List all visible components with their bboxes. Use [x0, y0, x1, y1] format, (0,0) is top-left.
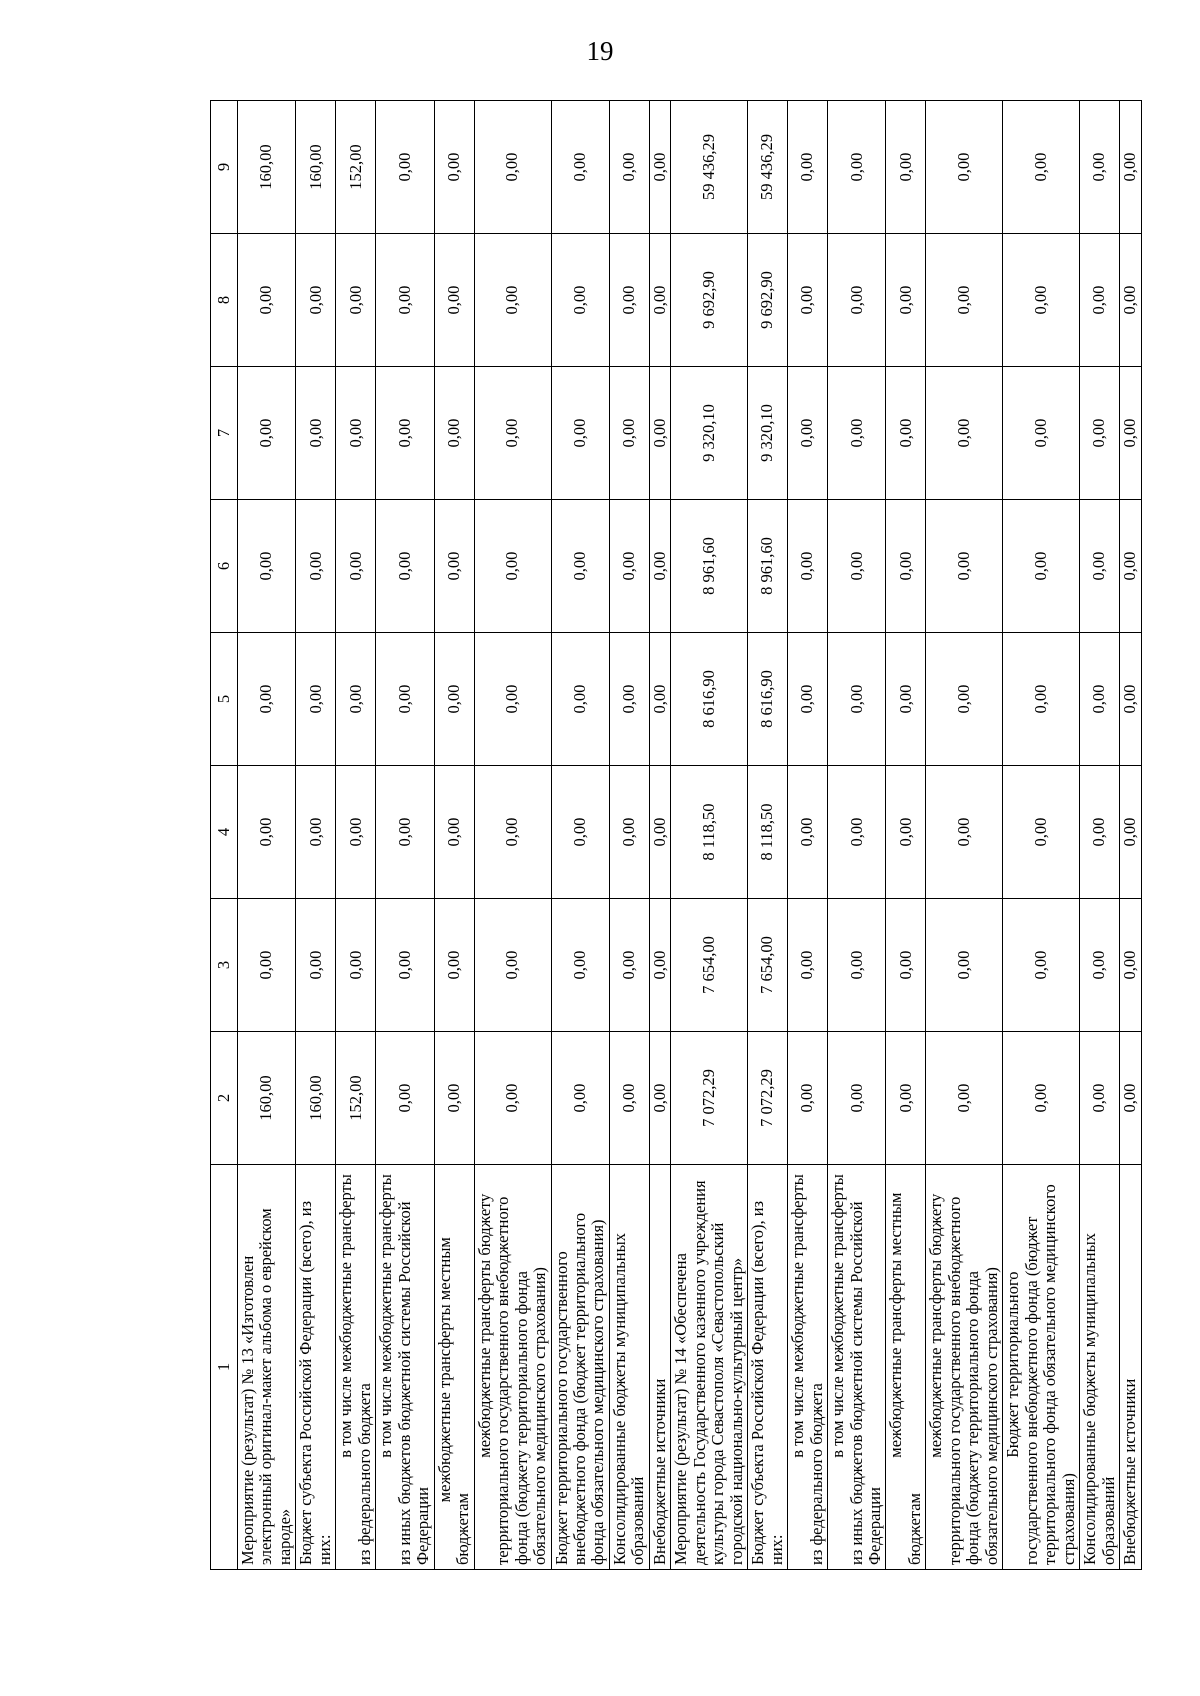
value-cell: 0,00	[434, 234, 474, 367]
value-cell: 0,00	[828, 367, 886, 500]
row-label: Консолидированные бюджеты муниципальных образований	[1080, 1165, 1120, 1570]
value-cell: 0,00	[551, 367, 609, 500]
value-cell: 0,00	[336, 500, 376, 633]
value-cell: 0,00	[551, 1032, 609, 1165]
value-cell: 7 072,29	[671, 1032, 748, 1165]
value-cell: 0,00	[828, 633, 886, 766]
value-cell: 0,00	[238, 766, 296, 899]
value-cell: 0,00	[649, 1032, 670, 1165]
value-cell: 0,00	[1080, 633, 1120, 766]
column-header-9: 9	[211, 101, 238, 234]
table-row	[649, 101, 670, 1570]
value-cell: 0,00	[551, 766, 609, 899]
value-cell: 9 320,10	[748, 367, 788, 500]
value-cell: 0,00	[828, 766, 886, 899]
value-cell: 0,00	[926, 367, 1003, 500]
value-cell: 0,00	[238, 633, 296, 766]
table-row	[609, 101, 649, 1570]
value-cell: 0,00	[828, 1032, 886, 1165]
value-cell: 0,00	[238, 899, 296, 1032]
column-header-7: 7	[211, 367, 238, 500]
row-label: Бюджет территориального государственного внебюджетного фонда (бюджет территориального фонда обязательного медицинского страхования)	[1003, 1165, 1080, 1570]
value-cell: 7 654,00	[748, 899, 788, 1032]
row-label: Бюджет субъекта Российской Федерации (всего), из них:	[296, 1165, 336, 1570]
value-cell: 0,00	[474, 766, 551, 899]
row-label: межбюджетные трансферты местным бюджетам	[434, 1165, 474, 1570]
value-cell: 0,00	[1080, 899, 1120, 1032]
value-cell: 0,00	[926, 234, 1003, 367]
value-cell: 0,00	[296, 367, 336, 500]
value-cell: 0,00	[886, 500, 926, 633]
value-cell: 7 072,29	[748, 1032, 788, 1165]
value-cell: 0,00	[1120, 500, 1141, 633]
value-cell: 160,00	[238, 101, 296, 234]
value-cell: 0,00	[434, 500, 474, 633]
value-cell: 0,00	[376, 234, 434, 367]
value-cell: 0,00	[649, 367, 670, 500]
value-cell: 0,00	[1080, 500, 1120, 633]
column-header-2: 2	[211, 1032, 238, 1165]
value-cell: 0,00	[1003, 633, 1080, 766]
row-label: Мероприятие (результат) № 13 «Изготовлен электронный оригинал-макет альбома о еврейском народе»	[238, 1165, 296, 1570]
value-cell: 0,00	[1003, 766, 1080, 899]
value-cell: 0,00	[828, 500, 886, 633]
value-cell: 0,00	[649, 234, 670, 367]
value-cell: 0,00	[376, 766, 434, 899]
value-cell: 0,00	[886, 766, 926, 899]
value-cell: 0,00	[474, 101, 551, 234]
value-cell: 7 654,00	[671, 899, 748, 1032]
value-cell: 0,00	[551, 101, 609, 234]
value-cell: 0,00	[1003, 234, 1080, 367]
value-cell: 0,00	[649, 633, 670, 766]
column-header-6: 6	[211, 500, 238, 633]
value-cell: 0,00	[1120, 234, 1141, 367]
column-header-1: 1	[211, 1165, 238, 1570]
value-cell: 0,00	[609, 633, 649, 766]
value-cell: 0,00	[238, 367, 296, 500]
value-cell: 0,00	[238, 234, 296, 367]
value-cell: 0,00	[926, 1032, 1003, 1165]
value-cell: 0,00	[1120, 101, 1141, 234]
value-cell: 0,00	[1120, 1032, 1141, 1165]
value-cell: 0,00	[336, 766, 376, 899]
value-cell: 0,00	[1080, 1032, 1120, 1165]
value-cell: 0,00	[474, 500, 551, 633]
row-label: Бюджет территориального государственного внебюджетного фонда (бюджет территориального фонда обязательного медицинского страхования)	[551, 1165, 609, 1570]
value-cell: 0,00	[336, 633, 376, 766]
value-cell: 0,00	[609, 234, 649, 367]
value-cell: 0,00	[336, 234, 376, 367]
value-cell: 0,00	[609, 500, 649, 633]
value-cell: 0,00	[609, 367, 649, 500]
value-cell: 0,00	[434, 633, 474, 766]
value-cell: 0,00	[1120, 367, 1141, 500]
value-cell: 0,00	[434, 367, 474, 500]
value-cell: 0,00	[376, 1032, 434, 1165]
value-cell: 0,00	[828, 899, 886, 1032]
value-cell: 0,00	[788, 234, 828, 367]
value-cell: 0,00	[926, 101, 1003, 234]
table-row	[336, 101, 376, 1570]
row-label: Внебюджетные источники	[649, 1165, 670, 1570]
value-cell: 0,00	[788, 766, 828, 899]
value-cell: 0,00	[788, 1032, 828, 1165]
value-cell: 0,00	[926, 766, 1003, 899]
value-cell: 0,00	[296, 234, 336, 367]
value-cell: 0,00	[551, 633, 609, 766]
row-label: в том числе межбюджетные трансферты из иных бюджетов бюджетной системы Российской Федерации	[376, 1165, 434, 1570]
row-label: межбюджетные трансферты местным бюджетам	[886, 1165, 926, 1570]
value-cell: 0,00	[434, 101, 474, 234]
value-cell: 0,00	[474, 367, 551, 500]
value-cell: 0,00	[551, 899, 609, 1032]
row-label: Консолидированные бюджеты муниципальных образований	[609, 1165, 649, 1570]
value-cell: 0,00	[1080, 367, 1120, 500]
value-cell: 0,00	[551, 234, 609, 367]
value-cell: 0,00	[649, 500, 670, 633]
value-cell: 0,00	[1003, 101, 1080, 234]
value-cell: 0,00	[886, 899, 926, 1032]
value-cell: 0,00	[1120, 899, 1141, 1032]
table-body	[238, 101, 1142, 1570]
value-cell: 152,00	[336, 101, 376, 234]
row-label: межбюджетные трансферты бюджету территориального государственного внебюджетного фонда (бюджету территориального фонда обязательного медицинского страхования)	[926, 1165, 1003, 1570]
value-cell: 59 436,29	[671, 101, 748, 234]
value-cell: 0,00	[376, 500, 434, 633]
value-cell: 9 692,90	[671, 234, 748, 367]
value-cell: 0,00	[1080, 101, 1120, 234]
value-cell: 0,00	[336, 899, 376, 1032]
value-cell: 0,00	[434, 1032, 474, 1165]
value-cell: 0,00	[926, 899, 1003, 1032]
value-cell: 0,00	[609, 101, 649, 234]
value-cell: 0,00	[474, 1032, 551, 1165]
value-cell: 0,00	[886, 1032, 926, 1165]
value-cell: 0,00	[376, 899, 434, 1032]
column-header-3: 3	[211, 899, 238, 1032]
value-cell: 8 961,60	[748, 500, 788, 633]
value-cell: 0,00	[296, 899, 336, 1032]
value-cell: 0,00	[649, 766, 670, 899]
table-row	[671, 101, 748, 1570]
row-label: Внебюджетные источники	[1120, 1165, 1141, 1570]
column-header-8: 8	[211, 234, 238, 367]
rotated-table-container	[210, 100, 1140, 1570]
value-cell: 0,00	[474, 234, 551, 367]
value-cell: 0,00	[788, 367, 828, 500]
table-row	[788, 101, 828, 1570]
value-cell: 0,00	[788, 500, 828, 633]
value-cell: 0,00	[828, 101, 886, 234]
value-cell: 0,00	[1080, 766, 1120, 899]
value-cell: 0,00	[434, 766, 474, 899]
row-label: Мероприятие (результат) № 14 «Обеспечена деятельность Государственного казенного учреждения культуры города Севастополя «Севастопольский городской национально-культурный центр»	[671, 1165, 748, 1570]
value-cell: 152,00	[336, 1032, 376, 1165]
value-cell: 0,00	[551, 500, 609, 633]
page-number: 19	[586, 36, 614, 66]
value-cell: 8 616,90	[671, 633, 748, 766]
value-cell: 0,00	[376, 367, 434, 500]
value-cell: 0,00	[336, 367, 376, 500]
value-cell: 0,00	[238, 500, 296, 633]
value-cell: 0,00	[886, 633, 926, 766]
row-label: в том числе межбюджетные трансферты из федерального бюджета	[788, 1165, 828, 1570]
value-cell: 0,00	[886, 234, 926, 367]
value-cell: 0,00	[1003, 1032, 1080, 1165]
value-cell: 8 118,50	[748, 766, 788, 899]
table-row	[1080, 101, 1120, 1570]
value-cell: 9 692,90	[748, 234, 788, 367]
value-cell: 0,00	[609, 766, 649, 899]
value-cell: 0,00	[609, 899, 649, 1032]
row-label: межбюджетные трансферты бюджету территориального государственного внебюджетного фонда (бюджету территориального фонда обязательного медицинского страхования)	[474, 1165, 551, 1570]
value-cell: 0,00	[649, 101, 670, 234]
value-cell: 8 616,90	[748, 633, 788, 766]
table-row	[748, 101, 788, 1570]
value-cell: 0,00	[296, 500, 336, 633]
value-cell: 8 961,60	[671, 500, 748, 633]
table-row	[1120, 101, 1141, 1570]
table-row	[551, 101, 609, 1570]
row-label: в том числе межбюджетные трансферты из федерального бюджета	[336, 1165, 376, 1570]
value-cell: 0,00	[886, 367, 926, 500]
value-cell: 0,00	[474, 899, 551, 1032]
table-row	[886, 101, 926, 1570]
value-cell: 160,00	[238, 1032, 296, 1165]
value-cell: 0,00	[1080, 234, 1120, 367]
row-label: в том числе межбюджетные трансферты из иных бюджетов бюджетной системы Российской Федерации	[828, 1165, 886, 1570]
value-cell: 0,00	[788, 899, 828, 1032]
value-cell: 0,00	[1120, 766, 1141, 899]
value-cell: 59 436,29	[748, 101, 788, 234]
value-cell: 9 320,10	[671, 367, 748, 500]
value-cell: 0,00	[1003, 899, 1080, 1032]
table-row	[474, 101, 551, 1570]
value-cell: 0,00	[926, 500, 1003, 633]
table-row	[376, 101, 434, 1570]
value-cell: 0,00	[788, 633, 828, 766]
table-row	[828, 101, 886, 1570]
value-cell: 160,00	[296, 101, 336, 234]
table-row	[1003, 101, 1080, 1570]
value-cell: 0,00	[376, 101, 434, 234]
value-cell: 0,00	[788, 101, 828, 234]
table-row	[434, 101, 474, 1570]
budget-table	[210, 100, 1142, 1570]
table-row	[926, 101, 1003, 1570]
value-cell: 8 118,50	[671, 766, 748, 899]
value-cell: 0,00	[828, 234, 886, 367]
table-row	[238, 101, 296, 1570]
value-cell: 0,00	[474, 633, 551, 766]
value-cell: 0,00	[1003, 367, 1080, 500]
value-cell: 0,00	[296, 633, 336, 766]
table-row	[296, 101, 336, 1570]
value-cell: 0,00	[1120, 633, 1141, 766]
column-header-4: 4	[211, 766, 238, 899]
value-cell: 160,00	[296, 1032, 336, 1165]
value-cell: 0,00	[296, 766, 336, 899]
value-cell: 0,00	[376, 633, 434, 766]
value-cell: 0,00	[649, 899, 670, 1032]
table-header-row	[211, 101, 238, 1570]
value-cell: 0,00	[886, 101, 926, 234]
value-cell: 0,00	[434, 899, 474, 1032]
value-cell: 0,00	[1003, 500, 1080, 633]
row-label: Бюджет субъекта Российской Федерации (всего), из них:	[748, 1165, 788, 1570]
column-header-5: 5	[211, 633, 238, 766]
value-cell: 0,00	[926, 633, 1003, 766]
value-cell: 0,00	[609, 1032, 649, 1165]
